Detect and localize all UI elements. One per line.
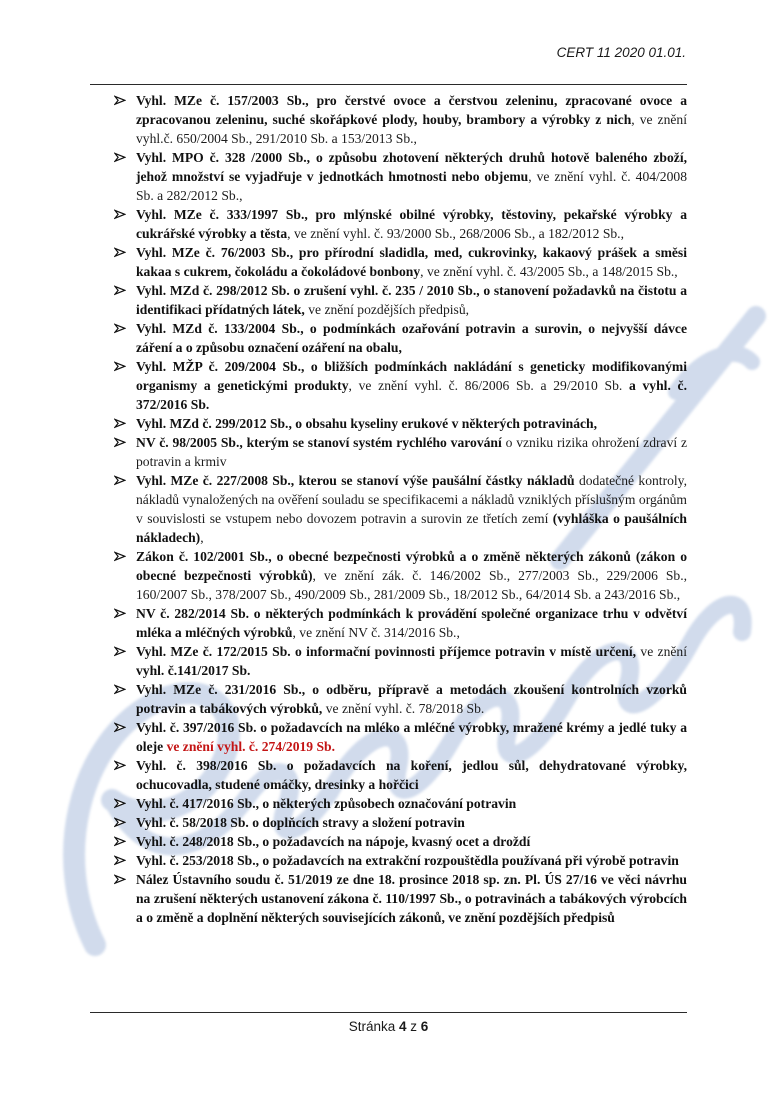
page-label: Stránka (348, 1019, 396, 1034)
arrow-bullet-icon (114, 684, 126, 696)
regulation-text-segment: Vyhl. č. 58/2018 Sb. o doplňcích stravy a složení potravin (136, 815, 465, 830)
regulation-text-segment: ve znění pozdějších předpisů, (304, 302, 470, 317)
page-total: 6 (420, 1019, 429, 1034)
regulation-text-segment: ve znění vyhl. č. 274/2019 Sb. (166, 739, 335, 754)
arrow-bullet-icon (114, 608, 126, 620)
arrow-bullet-icon (114, 855, 126, 867)
regulation-text-segment: a vyhl. č. 372/2016 Sb. (136, 378, 687, 412)
header-rule (90, 84, 687, 85)
list-item (90, 813, 687, 832)
regulation-text-segment: Vyhl. č. 398/2016 Sb. o požadavcích na koření, jedlou sůl, dehydratované výrobky, ochucovadla, studené omáčky, dresinky a hořčici (136, 758, 687, 792)
regulation-text-segment: ve znění (636, 644, 687, 659)
list-item (90, 281, 687, 319)
arrow-bullet-icon (114, 760, 126, 772)
list-item (90, 794, 687, 813)
arrow-bullet-icon (114, 361, 126, 373)
arrow-bullet-icon (114, 836, 126, 848)
list-item (90, 642, 687, 680)
arrow-bullet-icon (114, 551, 126, 563)
regulation-text-segment: Vyhl. MZe č. 172/2015 Sb. o informační povinnosti příjemce potravin v místě určení, (136, 644, 637, 659)
list-item (90, 604, 687, 642)
arrow-bullet-icon (114, 475, 126, 487)
list-item (90, 680, 687, 718)
regulation-text-segment: Vyhl. MZd č. 133/2004 Sb., o podmínkách ozařování potravin a surovin, o nejvyšší dávce záření a o způsobu označení ozáření na obalu, (136, 321, 687, 355)
list-item (90, 756, 687, 794)
regulation-text-segment: dodatečné kontroly, nákladů vynaložených na ověření souladu se specifikacemi a nákladů vzniklých příslušným orgánům v souvislosti se vstupem nebo dovozem potravin a surovin ze třetích zemí (136, 473, 687, 526)
regulation-text-segment: NV č. 98/2005 Sb., kterým se stanoví systém rychlého varování (136, 435, 502, 450)
regulation-text-segment: Vyhl. MŽP č. 209/2004 Sb., o bližších podmínkách nakládání s geneticky modifikovanými organismy a genetickými produkty (136, 359, 687, 393)
regulation-text-segment: , ve znění vyhl. č. 86/2006 Sb. a 29/2010 Sb. (348, 378, 629, 393)
arrow-bullet-icon (114, 247, 126, 259)
regulation-text-segment: Vyhl. MZe č. 231/2016 Sb., o odběru, přípravě a metodách zkoušení kontrolních vzorků potravin a tabákových výrobků, (136, 682, 687, 716)
list-item (90, 91, 687, 148)
arrow-bullet-icon (114, 323, 126, 335)
doc-code: CERT 11 2020 01.01. (556, 45, 686, 60)
arrow-bullet-icon (114, 209, 126, 221)
arrow-bullet-icon (114, 285, 126, 297)
arrow-bullet-icon (114, 95, 126, 107)
footer-rule (90, 1012, 687, 1013)
regulation-text-segment: vyhl. č.141/2017 Sb. (136, 663, 251, 678)
list-item (90, 471, 687, 547)
list-item (90, 870, 687, 927)
list-item (90, 205, 687, 243)
list-item (90, 148, 687, 205)
regulation-text-segment: Vyhl. MZe č. 76/2003 Sb., pro přírodní sladidla, med, cukrovinky, kakaový prášek a směsi kakaa s cukrem, čokoládu a čokoládové bonbony (136, 245, 687, 279)
page-number: 4 (398, 1019, 407, 1034)
regulation-text-segment: , ve znění vyhl. č. 43/2005 Sb., a 148/2015 Sb., (420, 264, 678, 279)
regulation-text-segment: Vyhl. MZe č. 333/1997 Sb., pro mlýnské obilné výrobky, těstoviny, pekařské výrobky a cukrářské výrobky a těsta (136, 207, 687, 241)
regulation-text-segment: Vyhl. č. 397/2016 Sb. o požadavcích na mléko a mléčné výrobky, mražené krémy a jedlé tuky a oleje (136, 720, 687, 754)
arrow-bullet-icon (114, 722, 126, 734)
regulation-text-segment: , ve znění vyhl. č. 93/2000 Sb., 268/2006 Sb., a 182/2012 Sb., (287, 226, 624, 241)
regulation-text-segment: Vyhl. MZd č. 298/2012 Sb. o zrušení vyhl. č. 235 / 2010 Sb., o stanovení požadavků na čistotu a identifikaci přídatných látek, (136, 283, 687, 317)
regulation-text-segment: Vyhl. MZe č. 227/2008 Sb., kterou se stanoví výše paušální částky nákladů (136, 473, 575, 488)
regulation-text-segment: Vyhl. MPO č. 328 /2000 Sb., o způsobu zhotovení některých druhů hotově baleného zboží, jehož množství se vyjadřuje v jednotkách hmotnosti nebo objemu (136, 150, 687, 184)
regulation-list (90, 91, 687, 927)
arrow-bullet-icon (114, 874, 126, 886)
regulation-text-segment: Vyhl. MZe č. 157/2003 Sb., pro čerstvé ovoce a čerstvou zeleninu, zpracované ovoce a zpracovanou zeleninu, suché skořápkové plody, houby, brambory a výrobky z nich (136, 93, 687, 127)
list-item (90, 357, 687, 414)
list-item (90, 319, 687, 357)
regulation-text-segment: Vyhl. č. 253/2018 Sb., o požadavcích na extrakční rozpouštědla používaná při výrobě potravin (136, 853, 679, 868)
regulation-text-segment: o vzniku rizika ohrožení zdraví z potravin a krmiv (136, 435, 687, 469)
list-item (90, 433, 687, 471)
list-item (90, 832, 687, 851)
regulation-text-segment: Vyhl. č. 417/2016 Sb., o některých způsobech označování potravin (136, 796, 517, 811)
arrow-bullet-icon (114, 418, 126, 430)
regulation-text-segment: Vyhl. č. 248/2018 Sb., o požadavcích na nápoje, kvasný ocet a droždí (136, 834, 531, 849)
regulation-text-segment: , (200, 530, 204, 545)
list-item (90, 243, 687, 281)
list-item (90, 547, 687, 604)
regulation-text-segment: Zákon č. 102/2001 Sb., o obecné bezpečnosti výrobků a o změně některých zákonů (zákon o obecné bezpečnosti výrobků) (136, 549, 687, 583)
arrow-bullet-icon (114, 646, 126, 658)
arrow-bullet-icon (114, 798, 126, 810)
page-indicator (0, 1019, 777, 1034)
regulation-text-segment: ve znění vyhl. č. 78/2018 Sb. (322, 701, 485, 716)
arrow-bullet-icon (114, 817, 126, 829)
arrow-bullet-icon (114, 152, 126, 164)
regulation-text-segment: , ve znění NV č. 314/2016 Sb., (292, 625, 460, 640)
regulation-text-segment: , ve znění vyhl.č. 650/2004 Sb., 291/2010 Sb. a 153/2013 Sb., (136, 112, 687, 146)
list-item (90, 414, 687, 433)
regulation-text-segment: , ve znění vyhl. č. 404/2008 Sb. a 282/2012 Sb., (136, 169, 687, 203)
list-item (90, 851, 687, 870)
regulation-text-segment: NV č. 282/2014 Sb. o některých podmínkách k provádění společné organizace trhu v odvětví mléka a mléčných výrobků (136, 606, 687, 640)
arrow-bullet-icon (114, 437, 126, 449)
list-item (90, 718, 687, 756)
regulation-text-segment: (vyhláška o paušálních nákladech) (136, 511, 687, 545)
page-of-word: z (410, 1019, 418, 1034)
regulation-text-segment: Vyhl. MZd č. 299/2012 Sb., o obsahu kyseliny erukové v některých potravinách, (136, 416, 597, 431)
regulation-text-segment: Nález Ústavního soudu č. 51/2019 ze dne 18. prosince 2018 sp. zn. Pl. ÚS 27/16 ve věci návrhu na zrušení některých ustanovení zákona č. 110/1997 Sb., o potravinách a tabákových výrobcích a o změně a doplnění některých souvisejících zákonů, ve znění pozdějších předpisů (136, 872, 687, 925)
regulation-text-segment: , ve znění zák. č. 146/2002 Sb., 277/2003 Sb., 229/2006 Sb., 160/2007 Sb., 378/2007 Sb., 490/2009 Sb., 281/2009 Sb., 18/2012 Sb., 64/2014 Sb. a 243/2016 Sb., (136, 568, 688, 602)
